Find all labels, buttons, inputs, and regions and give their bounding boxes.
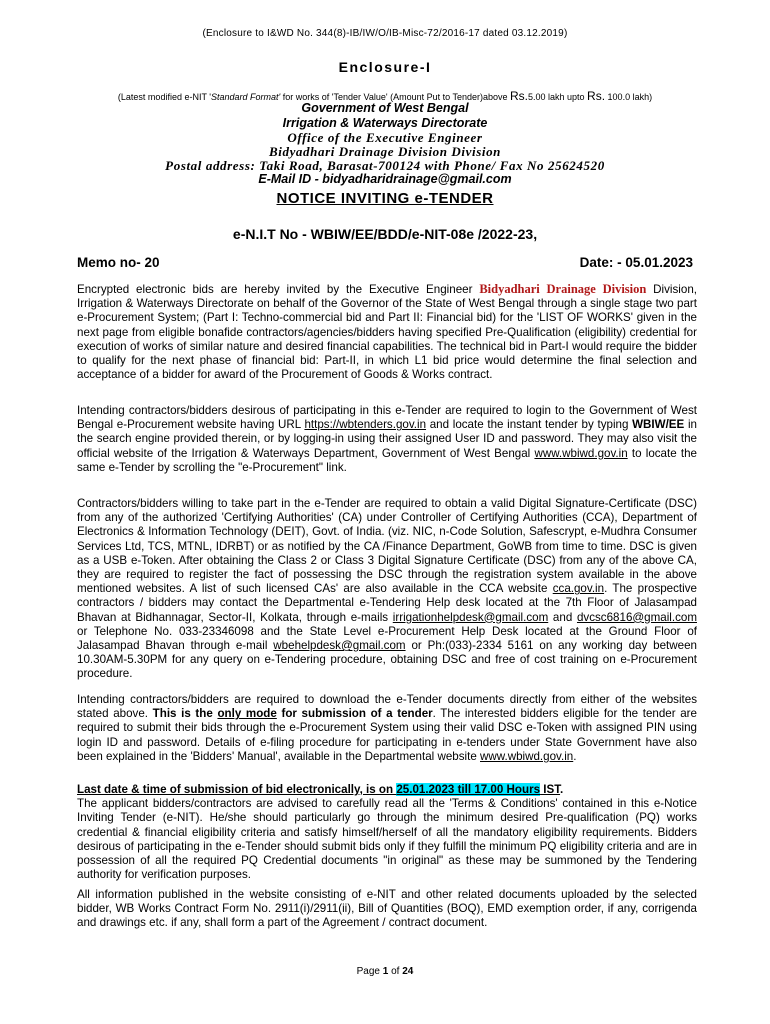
office-division: Bidyadhari Drainage Division Division [268, 144, 502, 159]
paragraph-invitation [77, 282, 697, 382]
helpdesk-email-link[interactable]: irrigationhelpdesk@gmail.com [392, 610, 549, 624]
para-text: . The interested bidders eligible for the tender are required to submit their bids through the e-Procurement System using their valid DSC e-Token with assigned PIN using login ID and password. Details of e-filing procedure for participating in e-tenders under State Government have also been explained in the 'Bidders' Manual', available in the Departmental website [77, 707, 697, 763]
para-text: . [573, 749, 577, 763]
search-code: WBIW/EE [632, 418, 685, 432]
wbiwd-link[interactable]: www.wbiwd.gov.in [480, 749, 574, 763]
bold-text: This is the [152, 707, 218, 721]
paragraph-last-date [77, 783, 697, 882]
para-text: Intending contractors/bidders desirous of participating in this e-Tender are required to login to the Government of West Bengal e-Procurement website having URL [77, 404, 697, 432]
para-text: and locate the instant tender by typing [426, 418, 633, 432]
para-text: or Ph:(033)-2334 5161 on any working day between 10.30AM-5.30PM for any query on e-Tendering procedure, obtaining DSC and free of cost training on e-Procurement procedure. [77, 639, 697, 681]
period: . [560, 783, 564, 796]
para-text: in the search engine provided therein, or by logging-in using their assigned User ID and password. They may also visit the official website of the Irrigation & Waterways Department, Government of West Bengal [77, 418, 697, 460]
only-mode-statement [153, 707, 433, 720]
last-date-statement [77, 783, 560, 796]
paragraph-login [77, 404, 697, 475]
para-text: . The prospective contractors / bidders may contact the Departmental e-Tendering Help desk located at the 7th Floor of Jalasampad Bhavan at Bidhannagar, Sector-II, Kolkata, through e-mails [77, 582, 697, 624]
paragraph-download [77, 693, 697, 764]
notice-date: Date: - 05.01.2023 [579, 255, 693, 270]
para-text: Intending contractors/bidders are required to download the e-Tender documents directly from either of the websites stated above. [77, 693, 697, 721]
note-italic: Standard Format' [211, 92, 281, 102]
para-text: Encrypted electronic bids are hereby invited by the Executive Engineer [77, 283, 480, 296]
office-directorate: Irrigation & Waterways Directorate [282, 116, 488, 130]
wbehelpdesk-email-link[interactable]: wbehelpdesk@gmail.com [273, 639, 406, 653]
memo-number: Memo no- 20 [77, 255, 160, 270]
para-text: and [548, 610, 577, 624]
para-text: or Telephone No. 033-23346098 and the State Level e-Procurement Help Desk located at the Ground Floor of Jalasampad Bhavan through e-mail [77, 624, 697, 653]
deadline-highlight: 25.01.2023 till 17.00 Hours [396, 783, 541, 796]
para-text: to locate the same e-Tender by scrolling the "e-Procurement" link. [77, 446, 697, 474]
last-date-text: Last date & time of submission of bid electronically, is on [77, 783, 397, 796]
dvcsc-email-link[interactable]: dvcsc6816@gmail.com [576, 610, 697, 624]
wbtenders-link[interactable]: https://wbtenders.gov.in [304, 418, 427, 432]
enclosure-title: Enclosure-I [338, 59, 432, 75]
office-email: E-Mail ID - bidyadharidrainage@gmail.com [258, 172, 512, 186]
page-number [0, 966, 770, 977]
rs-symbol: Rs. [587, 89, 606, 103]
page-of: of [388, 966, 403, 977]
enclosure-reference: (Enclosure to I&WD No. 344(8)-IB/IW/O/IB-Misc-72/2016-17 dated 03.12.2019) [202, 28, 568, 39]
para-text: Contractors/bidders willing to take part in the e-Tender are required to obtain a valid Digital Signature-Certificate (DSC) from any of the authorized 'Certifying Authorities' (CA) under Controller of Certifying Authorities (CCA), Department of Electronics & Information Technology (DEIT), Govt. of India. (viz. NIC, n-Code Solution, Safescrypt, e-Mudhra Consumer Services Ltd, TCS, MTNL, IDRBT) or as notified by the CA /Finance Department, GoWB from time to time. DSC is given as a USB e-Token. After obtaining the Class 2 or Class 3 Digital Signature Certificate (DSC) from any of the above CA, they are required to register the fact of possessing the DSC through the registration system available in the above mentioned websites. A list of such licensed CAs' are also available in the CCA website [77, 497, 697, 596]
para-text: Division, Irrigation & Waterways Directorate on behalf of the Governor of the State of West Bengal through a single stage two part e-Procurement System; (Part I: Techno-commercial bid and Part II: Financial bid) for the 'LIST OF WORKS' given in the next page from eligible bonafide contractors/agencies/bidders having specified Pre-Qualification (eligibility) credential for execution of works of similar nature and desired financial capabilities. The technical bid in Part-I would require the bidder to qualify for the next phase of financial bid: Part-II, in which L1 bid price would determine the final selection and acceptance of a bidder for award of the Procurement of Goods & Works contract. [77, 283, 697, 382]
office-postal-address: Postal address: Taki Road, Barasat-700124 with Phone/ Fax No 25624520 [165, 158, 605, 173]
paragraph-dsc [77, 497, 697, 682]
only-mode-text: only mode [217, 707, 277, 721]
note-text: for works of 'Tender Value' (Amount Put to Tender)above [280, 92, 510, 102]
notice-title [0, 190, 770, 207]
note-amount: 100.0 lakh) [605, 92, 653, 102]
enit-number: e-N.I.T No - WBIW/EE/BDD/e-NIT-08e /2022-23, [232, 226, 538, 242]
notice-title-text: NOTICE INVITING e-TENDER [276, 190, 494, 207]
page-label: Page [356, 966, 383, 977]
cca-link[interactable]: cca.gov.in [552, 582, 605, 596]
total-pages: 24 [402, 966, 414, 977]
note-text: (Latest modified e-NIT ' [117, 92, 212, 102]
note-amount: 5.00 lakh upto [528, 92, 588, 102]
office-executive-engineer: Office of the Executive Engineer [287, 130, 483, 145]
paragraph-agreement: All information published in the website consisting of e-NIT and other related documents uploaded by the selected bidder, WB Works Contract Form No. 2911(i)/2911(ii), Bill of Quantities (BOQ), EMD exemption order, if any, corrigenda and drawings etc. if any, shall form a part of the Agreement / contract document. [77, 888, 697, 930]
division-name: Bidyadhari Drainage Division [479, 282, 647, 296]
current-page: 1 [382, 966, 389, 977]
para-text: The applicant bidders/contractors are advised to carefully read all the 'Terms & Conditions' contained in this e-Notice Inviting Tender (e-NIT). He/she should particularly go through the minimum desired Pre-qualification (PQ) works credential & financial eligibility criteria and satisfy himself/herself of all the mandatory eligibility requirements. Bidders desirous of participating in the e-Tender should submit bids only if they fulfill the minimum PQ eligibility criteria and are in possession of all the required PQ Credential documents "in original" as these may be summoned by the Tendering authority for verification purposes. [77, 797, 697, 882]
office-government: Government of West Bengal [301, 101, 469, 115]
rs-symbol: Rs. [510, 89, 528, 103]
ist-text: IST [540, 783, 561, 796]
bold-text: for submission of a tender [276, 707, 433, 721]
wbiwd-link[interactable]: www.wbiwd.gov.in [534, 446, 628, 460]
